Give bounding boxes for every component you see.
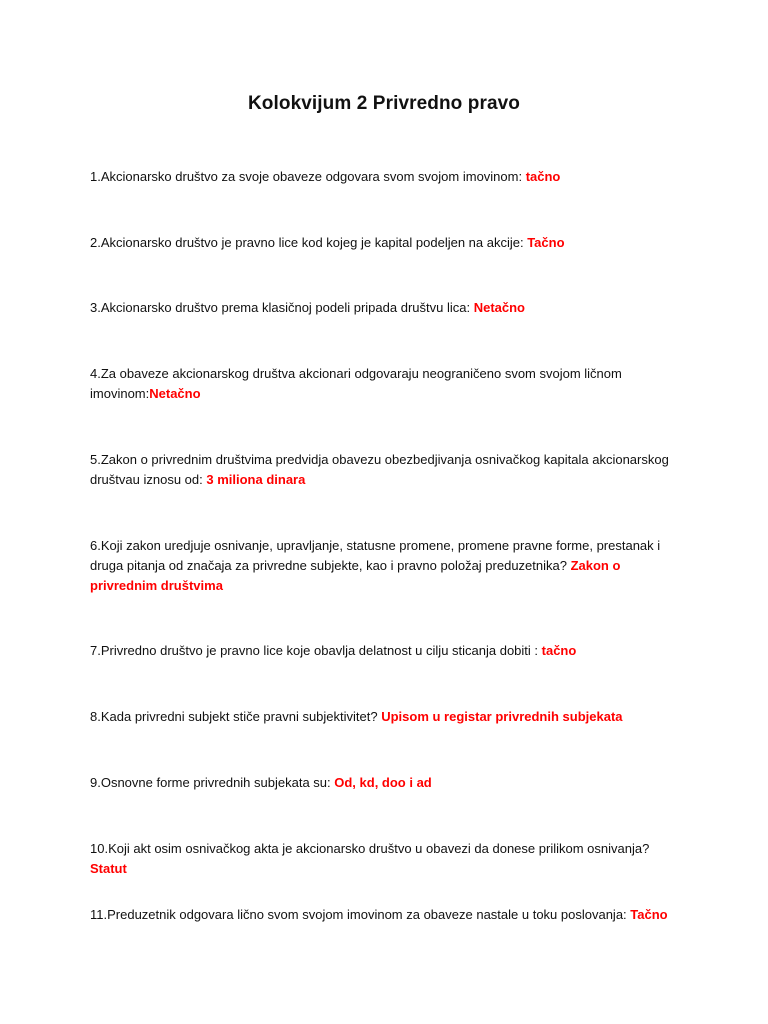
- page-title: Kolokvijum 2 Privredno pravo: [247, 93, 521, 114]
- question-text: 5.Zakon o privrednim društvima predvidja obavezu obezbedjivanja osnivačkog kapitala akcionarskog društvau iznosu od:: [90, 452, 669, 487]
- question-10: [90, 839, 680, 879]
- question-text: 9.Osnovne forme privrednih subjekata su:: [90, 775, 335, 790]
- question-text: 1.Akcionarsko društvo za svoje obaveze odgovara svom svojom imovinom:: [90, 169, 526, 184]
- answer: Netačno: [473, 300, 525, 315]
- question-text: 4.Za obaveze akcionarskog društva akcionari odgovaraju neograničeno svom svojom ličnom imovinom:: [90, 366, 622, 401]
- answer: 3 miliona dinara: [206, 472, 306, 487]
- answer: Upisom u registar privrednih subjekata: [381, 709, 623, 724]
- question-text: 11.Preduzetnik odgovara lično svom svojom imovinom za obaveze nastale u toku poslovanja:: [90, 907, 631, 922]
- question-5: [90, 450, 680, 490]
- answer: Tačno: [527, 235, 565, 250]
- question-8: [90, 707, 680, 727]
- question-text: 10.Koji akt osim osnivačkog akta je akcionarsko društvo u obavezi da donese prilikom osnivanja?: [90, 841, 650, 856]
- question-4: [90, 364, 680, 404]
- answer: Zakon o privrednim društvima: [90, 558, 621, 593]
- answer: tačno: [541, 643, 577, 658]
- question-text: 3.Akcionarsko društvo prema klasičnoj podeli pripada društvu lica:: [90, 300, 474, 315]
- question-7: [90, 641, 680, 661]
- question-9: [90, 773, 680, 793]
- question-11: [90, 905, 680, 925]
- question-3: [90, 298, 680, 318]
- question-text: 7.Privredno društvo je pravno lice koje obavlja delatnost u cilju sticanja dobiti :: [90, 643, 542, 658]
- answer: Netačno: [149, 386, 201, 401]
- question-text: 8.Kada privredni subjekt stiče pravni subjektivitet?: [90, 709, 382, 724]
- question-1: [90, 167, 680, 187]
- question-text: 2.Akcionarsko društvo je pravno lice kod kojeg je kapital podeljen na akcije:: [90, 235, 528, 250]
- answer: tačno: [525, 169, 561, 184]
- question-6: [90, 536, 680, 596]
- answer: Od, kd, doo i ad: [334, 775, 432, 790]
- answer: Tačno: [630, 907, 668, 922]
- answer: Statut: [90, 861, 127, 876]
- question-text: 6.Koji zakon uredjuje osnivanje, upravljanje, statusne promene, promene pravne forme, prestanak i druga pitanja od značaja za privredne subjekte, kao i pravno položaj preduzetnika?: [90, 538, 661, 573]
- question-2: [90, 233, 680, 253]
